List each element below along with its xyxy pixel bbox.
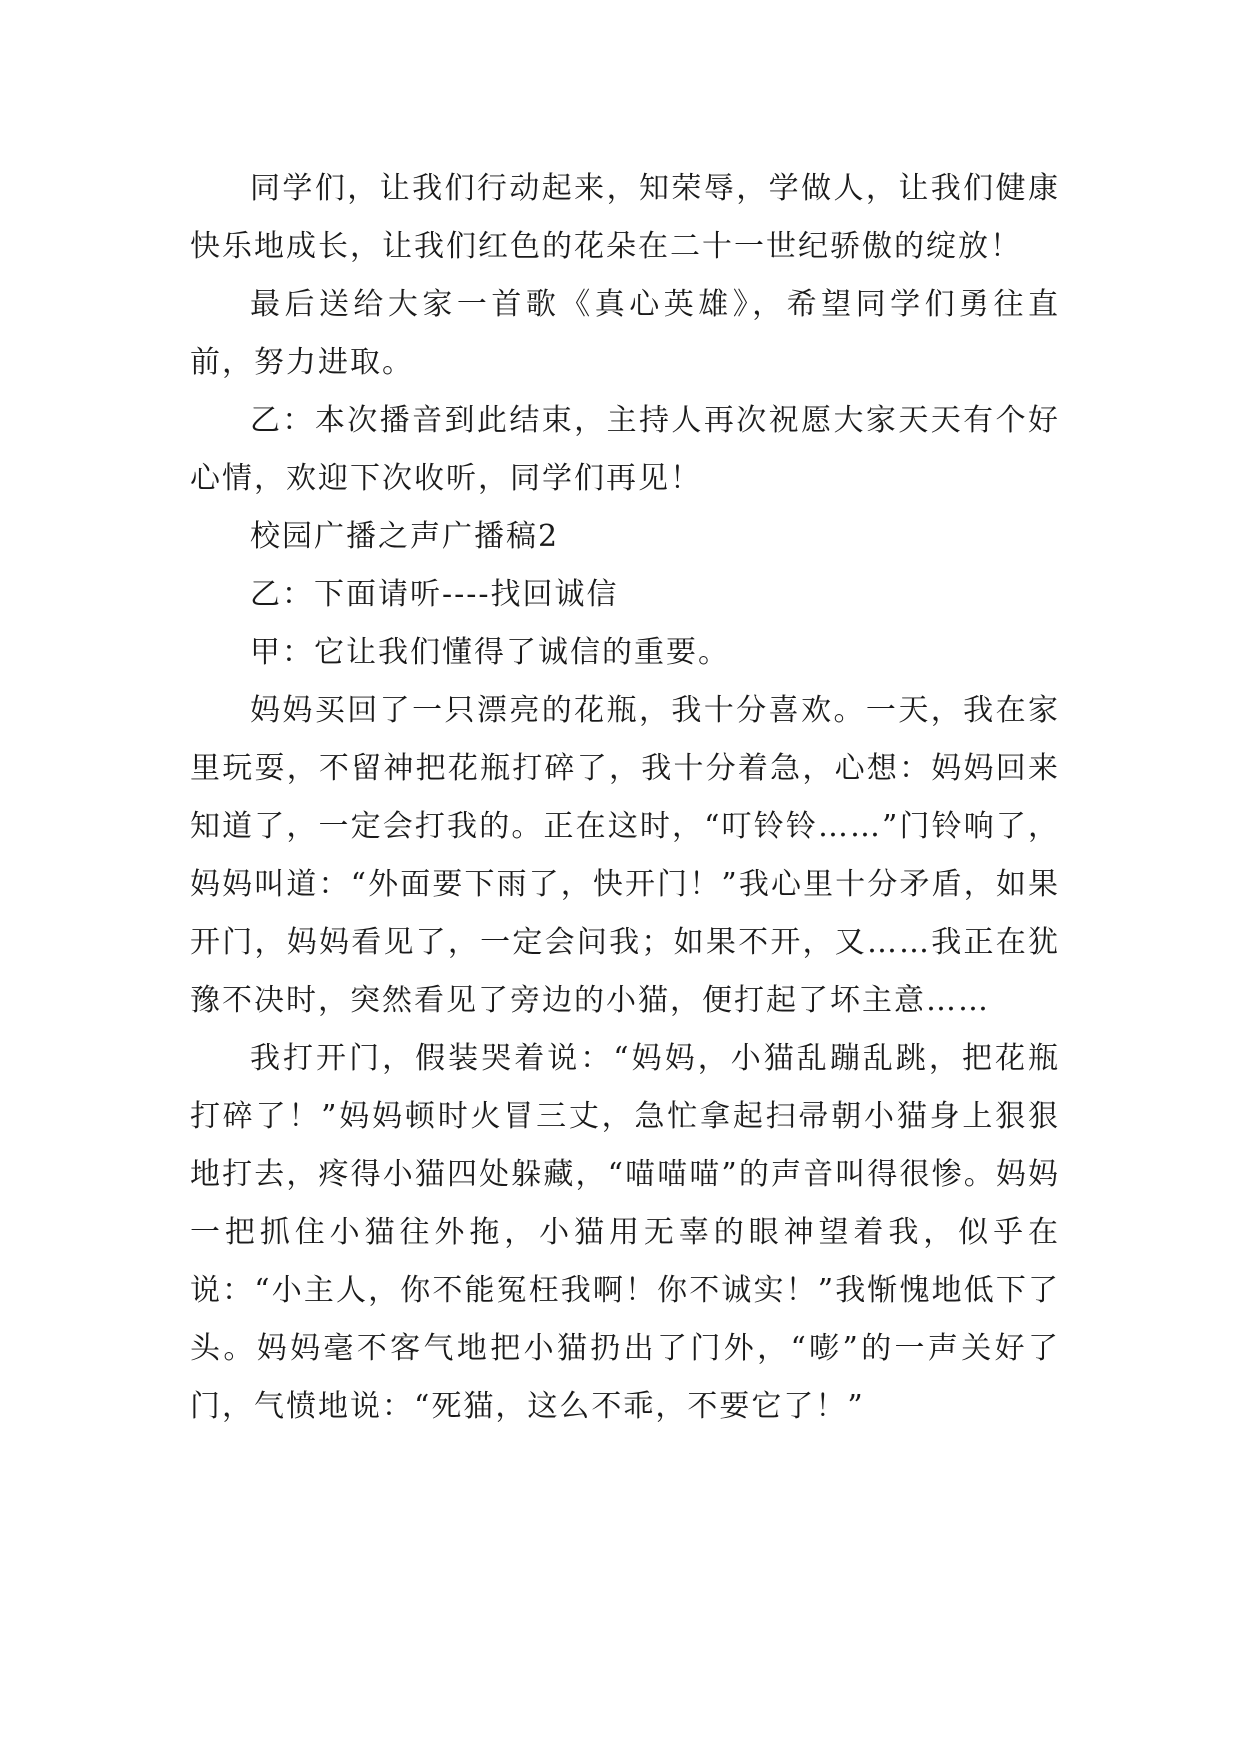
paragraph: 同学们，让我们行动起来，知荣辱，学做人，让我们健康快乐地成长，让我们红色的花朵在二十一世纪骄傲的绽放！	[190, 171, 1060, 264]
section-heading: 校园广播之声广播稿2	[250, 519, 560, 554]
paragraph: 甲：它让我们懂得了诚信的重要。	[250, 635, 730, 670]
paragraph: 妈妈买回了一只漂亮的花瓶，我十分喜欢。一天，我在家里玩耍，不留神把花瓶打碎了，我十分着急，心想：妈妈回来知道了，一定会打我的。正在这时，“叮铃铃……”门铃响了，妈妈叫道：“外面要下雨了，快开门！”我心里十分矛盾，如果开门，妈妈看见了，一定会问我；如果不开，又……我正在犹豫不决时，突然看见了旁边的小猫，便打起了坏主意……	[190, 693, 1060, 1018]
paragraph: 我打开门，假装哭着说：“妈妈，小猫乱蹦乱跳，把花瓶打碎了！”妈妈顿时火冒三丈，急忙拿起扫帚朝小猫身上狠狠地打去，疼得小猫四处躲藏，“喵喵喵”的声音叫得很惨。妈妈一把抓住小猫往外拖，小猫用无辜的眼神望着我，似乎在说：“小主人，你不能冤枉我啊！你不诚实！”我惭愧地低下了头。妈妈毫不客气地把小猫扔出了门外，“嘭”的一声关好了门，气愤地说：“死猫，这么不乖，不要它了！”	[190, 1041, 1060, 1424]
paragraph: 乙：下面请听----找回诚信	[250, 577, 619, 612]
paragraph: 乙：本次播音到此结束，主持人再次祝愿大家天天有个好心情，欢迎下次收听，同学们再见！	[190, 403, 1060, 496]
paragraph: 最后送给大家一首歌《真心英雄》，希望同学们勇往直前，努力进取。	[190, 287, 1060, 380]
document-body	[190, 160, 1060, 1436]
